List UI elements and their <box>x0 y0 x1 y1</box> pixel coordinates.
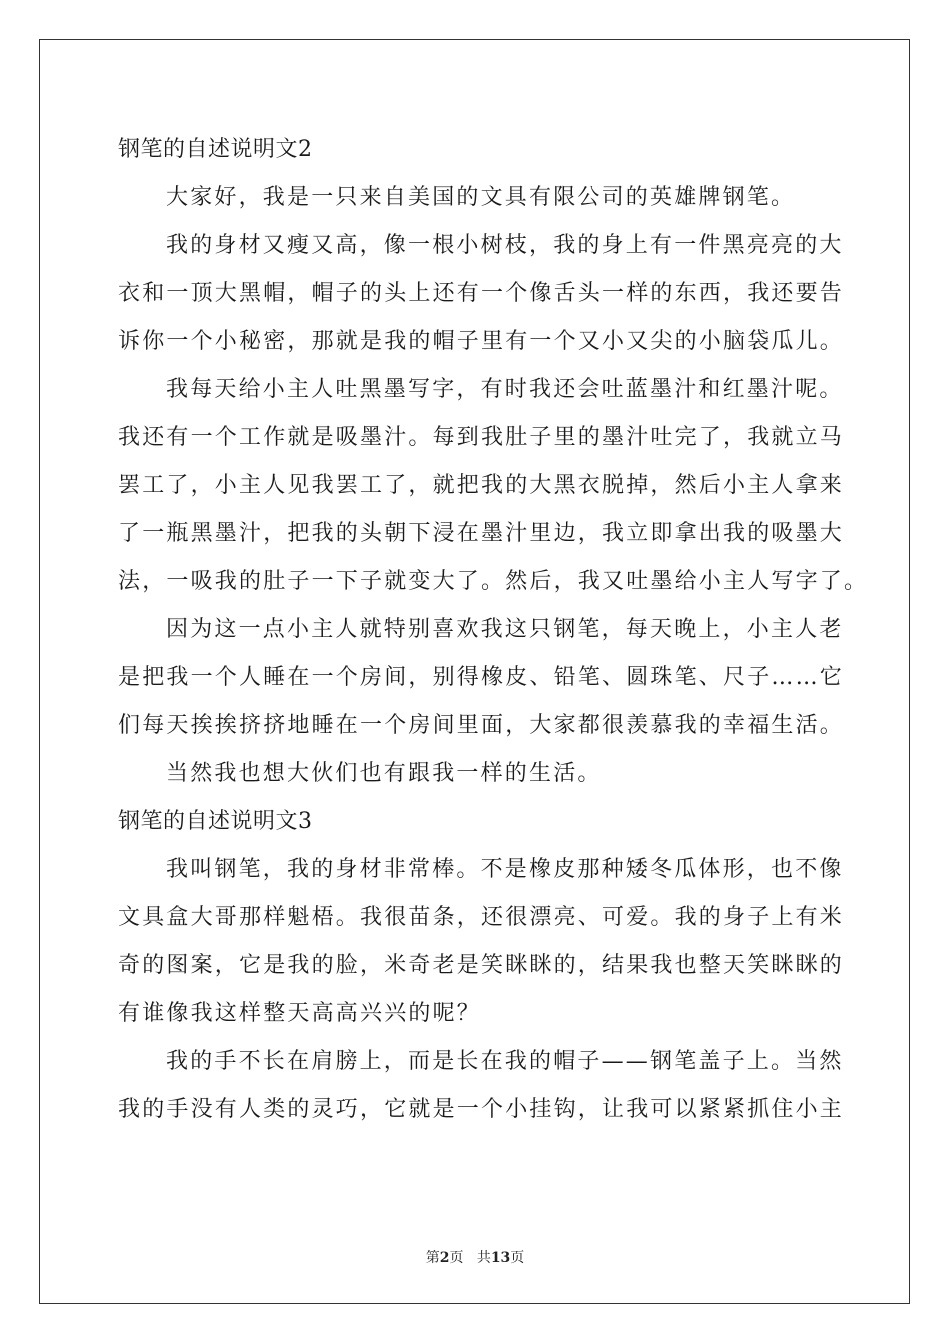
text-line: 们每天挨挨挤挤地睡在一个房间里面，大家都很羡慕我的幸福生活。 <box>118 713 845 738</box>
text-line: 我叫钢笔，我的身材非常棒。不是橡皮那种矮冬瓜体形，也不像 <box>166 857 844 882</box>
text-line: 我还有一个工作就是吸墨汁。每到我肚子里的墨汁吐完了，我就立马 <box>118 425 845 450</box>
text-line: 我的手不长在肩膀上，而是长在我的帽子——钢笔盖子上。当然 <box>166 1049 844 1074</box>
text-line: 我每天给小主人吐黑墨写字，有时我还会吐蓝墨汁和红墨汁呢。 <box>166 377 844 402</box>
section-heading: 钢笔的自述说明文2 <box>118 137 313 162</box>
text-line: 诉你一个小秘密，那就是我的帽子里有一个又小又尖的小脑袋瓜儿。 <box>118 329 845 354</box>
document-body <box>118 126 869 1134</box>
text-line: 因为这一点小主人就特别喜欢我这只钢笔，每天晚上，小主人老 <box>166 617 844 642</box>
paragraph <box>118 606 845 750</box>
text-line: 我的身材又瘦又高，像一根小树枝，我的身上有一件黑亮亮的大 <box>166 233 844 258</box>
text-line: 我的手没有人类的灵巧，它就是一个小挂钩，让我可以紧紧抓住小主 <box>118 1097 845 1122</box>
paragraph <box>118 1038 845 1134</box>
text-line: 大家好，我是一只来自美国的文具有限公司的英雄牌钢笔。 <box>166 185 796 210</box>
text-line: 是把我一个人睡在一个房间，别得橡皮、铅笔、圆珠笔、尺子……它 <box>118 665 845 690</box>
paragraph <box>118 366 869 606</box>
paragraph <box>118 750 838 798</box>
text-line: 衣和一顶大黑帽，帽子的头上还有一个像舌头一样的东西，我还要告 <box>118 281 845 306</box>
paragraph <box>118 846 845 1038</box>
text-line: 有谁像我这样整天高高兴兴的呢？ <box>118 1001 482 1026</box>
text-line: 罢工了，小主人见我罢工了，就把我的大黑衣脱掉，然后小主人拿来 <box>118 473 845 498</box>
total-page-count: 13 <box>490 1250 511 1266</box>
paragraph <box>118 174 838 222</box>
footer-total-suffix: 页 <box>510 1250 525 1266</box>
text-line: 当然我也想大伙们也有跟我一样的生活。 <box>166 761 602 786</box>
text-line: 奇的图案，它是我的脸，米奇老是笑眯眯的，结果我也整天笑眯眯的 <box>118 953 845 978</box>
current-page-number: 2 <box>439 1250 450 1266</box>
text-line: 文具盒大哥那样魁梧。我很苗条，还很漂亮、可爱。我的身子上有米 <box>118 905 845 930</box>
paragraph <box>118 222 845 366</box>
footer-page-suffix: 页 <box>449 1250 464 1266</box>
text-line: 法，一吸我的肚子一下子就变大了。然后，我又吐墨给小主人写字了。 <box>118 569 869 594</box>
section-heading: 钢笔的自述说明文3 <box>118 809 313 834</box>
page-footer <box>0 1247 950 1267</box>
footer-prefix: 第 <box>425 1250 440 1266</box>
text-line: 了一瓶黑墨汁，把我的头朝下浸在墨汁里边，我立即拿出我的吸墨大 <box>118 521 845 546</box>
footer-total-prefix: 共 <box>476 1250 491 1266</box>
